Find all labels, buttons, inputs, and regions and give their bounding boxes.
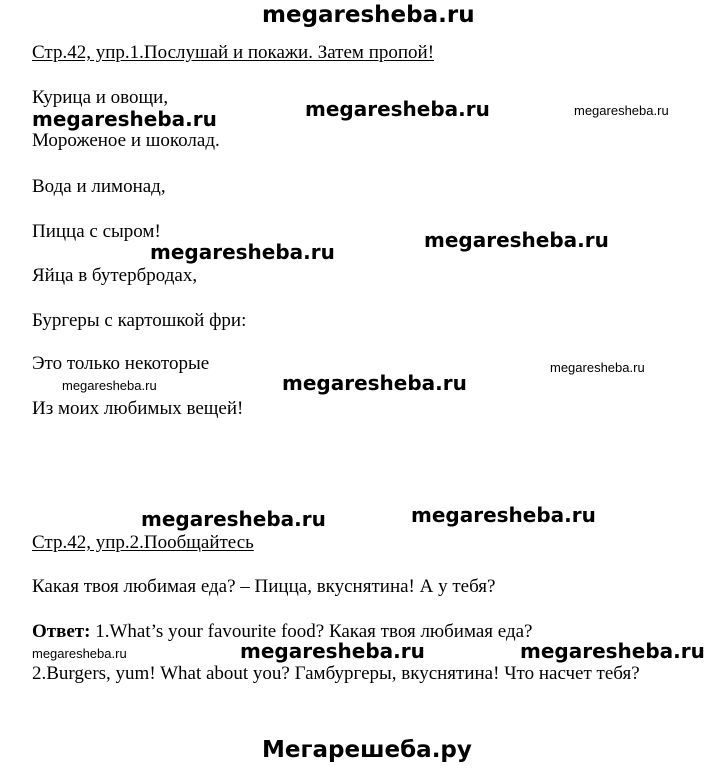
answer-text-1: 1.What’s your favourite food? Какая твоя любимая еда?	[90, 621, 533, 642]
poem-line: Мороженое и шоколад.	[32, 130, 220, 151]
watermark: megaresheba.ru	[520, 639, 705, 663]
watermark: megaresheba.ru	[282, 371, 467, 395]
watermark: megaresheba.ru	[574, 103, 669, 118]
watermark: megaresheba.ru	[62, 378, 157, 393]
poem-line: Это только некоторые	[32, 353, 210, 374]
answer-line-2: 2.Burgers, yum! What about you? Гамбургеры, вкуснятина! Что насчет тебя?	[32, 663, 640, 684]
dialog-question: Какая твоя любимая еда? – Пицца, вкуснятина! А у тебя?	[32, 576, 496, 597]
watermark: megaresheba.ru	[240, 639, 425, 663]
watermark: megaresheba.ru	[150, 240, 335, 264]
watermark: megaresheba.ru	[32, 646, 127, 661]
exercise-2-title: Стр.42, упр.2.Пообщайтесь	[32, 532, 254, 553]
site-header: megaresheba.ru	[262, 2, 475, 28]
watermark: megaresheba.ru	[550, 360, 645, 375]
watermark: megaresheba.ru	[141, 507, 326, 531]
answer-label: Ответ:	[32, 621, 91, 642]
poem-line: Бургеры с картошкой фри:	[32, 310, 247, 331]
watermark: megaresheba.ru	[424, 228, 609, 252]
poem-line: Из моих любимых вещей!	[32, 398, 244, 419]
poem-line: Вода и лимонад,	[32, 176, 166, 197]
watermark: megaresheba.ru	[305, 97, 490, 121]
poem-line: Пицца с сыром!	[32, 221, 161, 242]
poem-line: Яйца в бутербродах,	[32, 265, 198, 286]
watermark: megaresheba.ru	[32, 107, 217, 131]
watermark: megaresheba.ru	[411, 503, 596, 527]
site-footer: Мегарешеба.ру	[262, 737, 472, 763]
poem-line: Курица и овощи,	[32, 87, 169, 108]
exercise-1-title: Стр.42, упр.1.Послушай и покажи. Затем пропой!	[32, 42, 435, 63]
